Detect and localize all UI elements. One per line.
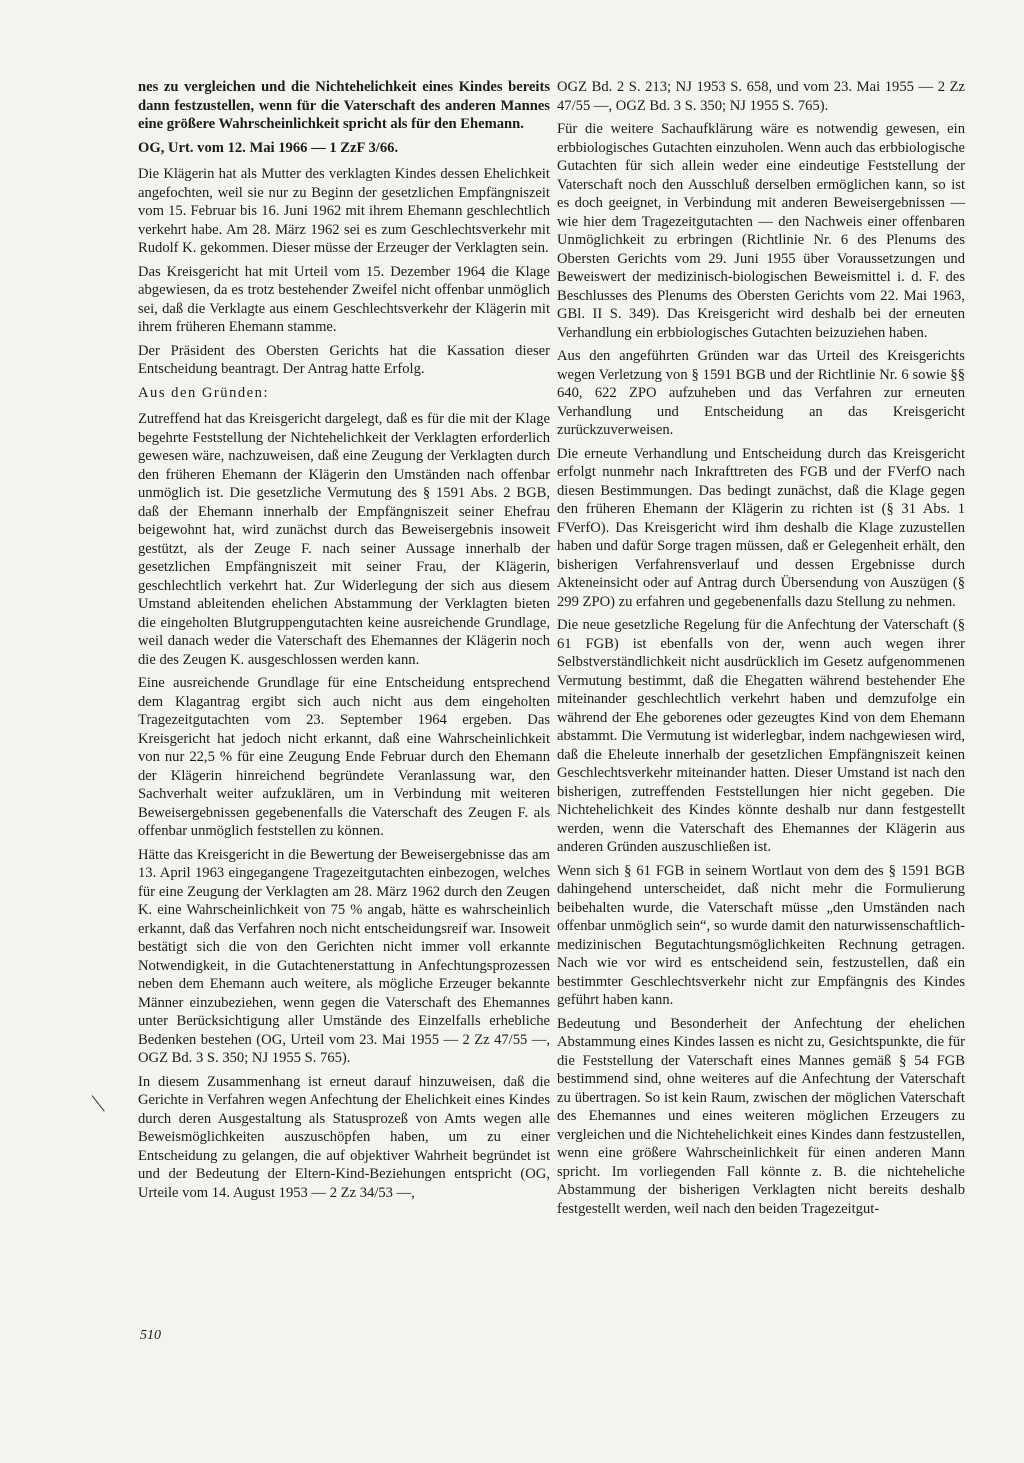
headnote-continuation: nes zu vergleichen und die Nichtehelichkeit eines Kindes bereits dann festzustellen, wenn für die Vaterschaft des anderen Mannes eine größere Wahrscheinlichkeit spricht als für den Ehemann.	[138, 79, 550, 132]
paragraph: Die erneute Verhandlung und Entscheidung durch das Kreisgericht erfolgt nunmehr nach Inkrafttreten des FGB und der FVerfO nach diesen Bestimmungen. Das bedingt zunächst, daß die Klage gegen den früheren Ehemann der Klägerin zu richten ist (§ 31 Abs. 1 FVerfO). Das Kreisgericht wird ihm deshalb die Klage zuzustellen haben und dafür Sorge tragen müssen, daß er Gelegenheit erhält, den bisherigen Verfahrensverlauf und dessen Ergebnisse durch Akteneinsicht oder auf Antrag durch Übersendung von Auszügen (§ 299 ZPO) zu erfahren und gegebenenfalls dazu Stellung zu nehmen.	[557, 445, 965, 610]
paragraph: Hätte das Kreisgericht in die Bewertung der Beweisergebnisse das am 13. April 1963 eingegangene Tragezeitgutachten einbezogen, welches für eine Zeugung der Verklagten am 28. März 1962 durch den Zeugen K. eine Wahrscheinlichkeit von 75 % angab, hätte es wahrscheinlich erkannt, daß das Verfahren noch nicht entscheidungsreif war. Insoweit bestätigt sich die von den Gerichten nicht immer voll erkannte Notwendigkeit, in die Gutachtenerstattung in Anfechtungsprozessen neben dem Ehemann auch weitere, als mögliche Erzeuger bekannte Männer einzubeziehen, wenn gegen die Vaterschaft des Ehemannes unter Berücksichtigung aller Umstände des Einzelfalls erhebliche Bedenken bestehen (OG, Urteil vom 23. Mai 1955 — 2 Zz 47/55 —, OGZ Bd. 3 S. 350; NJ 1955 S. 765).	[138, 846, 550, 1066]
paragraph: Bedeutung und Besonderheit der Anfechtung der ehelichen Abstammung eines Kindes lassen es nicht zu, Gesichtspunkte, die für die Feststellung der Vaterschaft eines Mannes gemäß § 54 FGB bestimmend sind, ohne weiteres auf die Anfechtung der Vaterschaft zu übertragen. So ist kein Raum, zwischen der möglichen Vaterschaft des Ehemannes und eines weiteren möglichen Erzeugers zu vergleichen und die Nichtehelichkeit eines Kindes dann festzustellen, wenn eine größere Wahrscheinlichkeit für einen anderen Mann spricht. Im vorliegenden Fall könnte z. B. die nichteheliche Abstammung der bisherigen Verklagten nicht bereits deshalb festgestellt werden, weil nach den beiden Tragezeitgut-	[557, 1015, 965, 1217]
paragraph: In diesem Zusammenhang ist erneut darauf hinzuweisen, daß die Gerichte in Verfahren wegen Anfechtung der Ehelichkeit eines Kindes durch deren Ausgestaltung als Statusprozeß von Amts wegen alle Beweismöglichkeiten auszuschöpfen haben, um zu einer Entscheidung zu gelangen, die auf objektiver Wahrheit begründet ist und der Bedeutung der Eltern-Kind-Beziehungen entspricht (OG, Urteile vom 14. August 1953 — 2 Zz 34/53 —,	[138, 1073, 550, 1201]
margin-pen-mark	[92, 1095, 105, 1111]
section-heading: Aus den Gründen:	[138, 384, 270, 401]
paragraph: Wenn sich § 61 FGB in seinem Wortlaut von dem des § 1591 BGB dahingehend unterscheidet, daß nicht mehr die Formulierung beibehalten wurde, die Vaterschaft müsse „den Umständen nach offenbar unmöglich sein“, so wurde damit den naturwissenschaftlich-medizinischen Begutachtungsmöglichkeiten Rechnung getragen. Nach wie vor wird es entscheidend sein, festzustellen, daß ein bestimmter Geschlechtsverkehr nicht zur Empfängnis des Kindes geführt haben kann.	[557, 862, 965, 1008]
paragraph: Die neue gesetzliche Regelung für die Anfechtung der Vaterschaft (§ 61 FGB) ist ebenfalls von der, wenn auch wegen ihrer Selbstverständlichkeit nicht ausdrücklich im Gesetz aufgenommenen Vermutung bestimmt, daß die Ehegatten während bestehender Ehe miteinander geschlechtlich verkehrt haben und demzufolge ein während der Ehe geborenes oder gezeugtes Kind von dem Ehemann abstammt. Die Vermutung ist widerlegbar, indem nachgewiesen wird, daß die Eheleute innerhalb der gesetzlichen Empfängniszeit keinen Geschlechtsverkehr miteinander hatten. Dieser Umstand ist nach den bisherigen, zutreffenden Feststellungen hier nicht gegeben. Die Nichtehelichkeit des Kindes könnte deshalb nur dann festgestellt werden, wenn die Vaterschaft des Ehemannes der Klägerin aus anderen Gründen auszuschließen ist.	[557, 617, 965, 855]
paragraph: Das Kreisgericht hat mit Urteil vom 15. Dezember 1964 die Klage abgewiesen, da es trotz bestehender Zweifel nicht offenbar unmöglich sei, daß die Verklagte aus einem Geschlechtsverkehr der Klägerin mit ihrem früheren Ehemann stamme.	[138, 263, 550, 335]
paragraph: OGZ Bd. 2 S. 213; NJ 1953 S. 658, und vom 23. Mai 1955 — 2 Zz 47/55 —, OGZ Bd. 3 S. 350; NJ 1955 S. 765).	[557, 79, 965, 114]
paragraph: Der Präsident des Obersten Gerichts hat die Kassation dieser Entscheidung beantragt. Der Antrag hatte Erfolg.	[138, 342, 550, 377]
page-number: 510	[140, 1328, 161, 1343]
paragraph: Aus den angeführten Gründen war das Urteil des Kreisgerichts wegen Verletzung von § 1591 BGB und der Richtlinie Nr. 6 sowie §§ 640, 622 ZPO aufzuheben und das Verfahren zur erneuten Verhandlung und Entscheidung an das Kreisgericht zurückzuverweisen.	[557, 348, 965, 438]
court-citation: OG, Urt. vom 12. Mai 1966 — 1 ZzF 3/66.	[138, 139, 399, 156]
paragraph: Eine ausreichende Grundlage für eine Entscheidung entsprechend dem Klagantrag ergibt sich auch nicht aus dem eingeholten Tragezeitgutachten vom 23. September 1964 ergeben. Das Kreisgericht hat jedoch nicht erkannt, daß eine Wahrscheinlichkeit von nur 22,5 % für eine Zeugung Ende Februar durch den Ehemann der Klägerin hinreichend begründete Veranlassung war, den Sachverhalt weiter aufzuklären, um in Verbindung mit weiteren Beweisergebnissen gegebenenfalls die Vaterschaft des Zeugen F. als offenbar unmöglich feststellen zu können.	[138, 675, 550, 839]
left-column	[138, 78, 550, 1207]
paragraph: Für die weitere Sachaufklärung wäre es notwendig gewesen, ein erbbiologisches Gutachten einzuholen. Wenn auch das erbbiologische Gutachten für sich allein weder eine eindeutige Feststellung der Vaterschaft noch den Ausschluß derselben ermöglichen kann, so ist es doch geeignet, in Verbindung mit anderen Beweisergebnissen — wie hier dem Tragezeitgutachten — den Nachweis einer offenbaren Unmöglichkeit zu erbringen (Richtlinie Nr. 6 des Plenums des Obersten Gerichts vom 29. Juni 1955 über Voraussetzungen und Beweiswert der medizinisch-biologischen Beweismittel i. d. F. des Beschlusses des Plenums des Obersten Gerichts vom 22. Mai 1963, GBl. II S. 349). Das Kreisgericht wird deshalb bei der erneuten Verhandlung ein erbbiologisches Gutachten beizuziehen haben.	[557, 121, 965, 341]
paragraph: Zutreffend hat das Kreisgericht dargelegt, daß es für die mit der Klage begehrte Feststellung der Nichtehelichkeit der Verklagten erforderlich gewesen wäre, nachzuweisen, daß eine Zeugung der Verklagten durch den früheren Ehemann der Klägerin den Umständen nach offenbar unmöglich ist. Die gesetzliche Vermutung des § 1591 Abs. 2 BGB, daß der Ehemann innerhalb der Empfängniszeit seiner Ehefrau beigewohnt hat, wird zunächst durch das Beweisergebnis insoweit gestützt, als der Zeuge F. nach seiner Aussage innerhalb der gesetzlichen Empfängniszeit mit seiner Frau, der Klägerin, geschlechtlich verkehrt hat. Zur Widerlegung der sich aus diesem Umstand ableitenden ehelichen Abstammung der Verklagten bieten die eingeholten Blutgruppengutachten keine ausreichende Grundlage, weil danach weder die Vaterschaft des Ehemannes der Klägerin noch die des Zeugen K. ausgeschlossen werden kann.	[138, 411, 550, 668]
paragraph: Die Klägerin hat als Mutter des verklagten Kindes dessen Ehelichkeit angefochten, weil sie nur zu Beginn der gesetzlichen Empfängniszeit vom 15. Februar bis 16. Juni 1962 mit ihrem Ehemann geschlechtlich verkehrt habe. Am 28. März 1962 sei es zum Geschlechtsverkehr mit Rudolf K. gekommen. Dieser müsse der Erzeuger der Verklagten sein.	[138, 166, 550, 256]
right-column	[557, 78, 965, 1223]
